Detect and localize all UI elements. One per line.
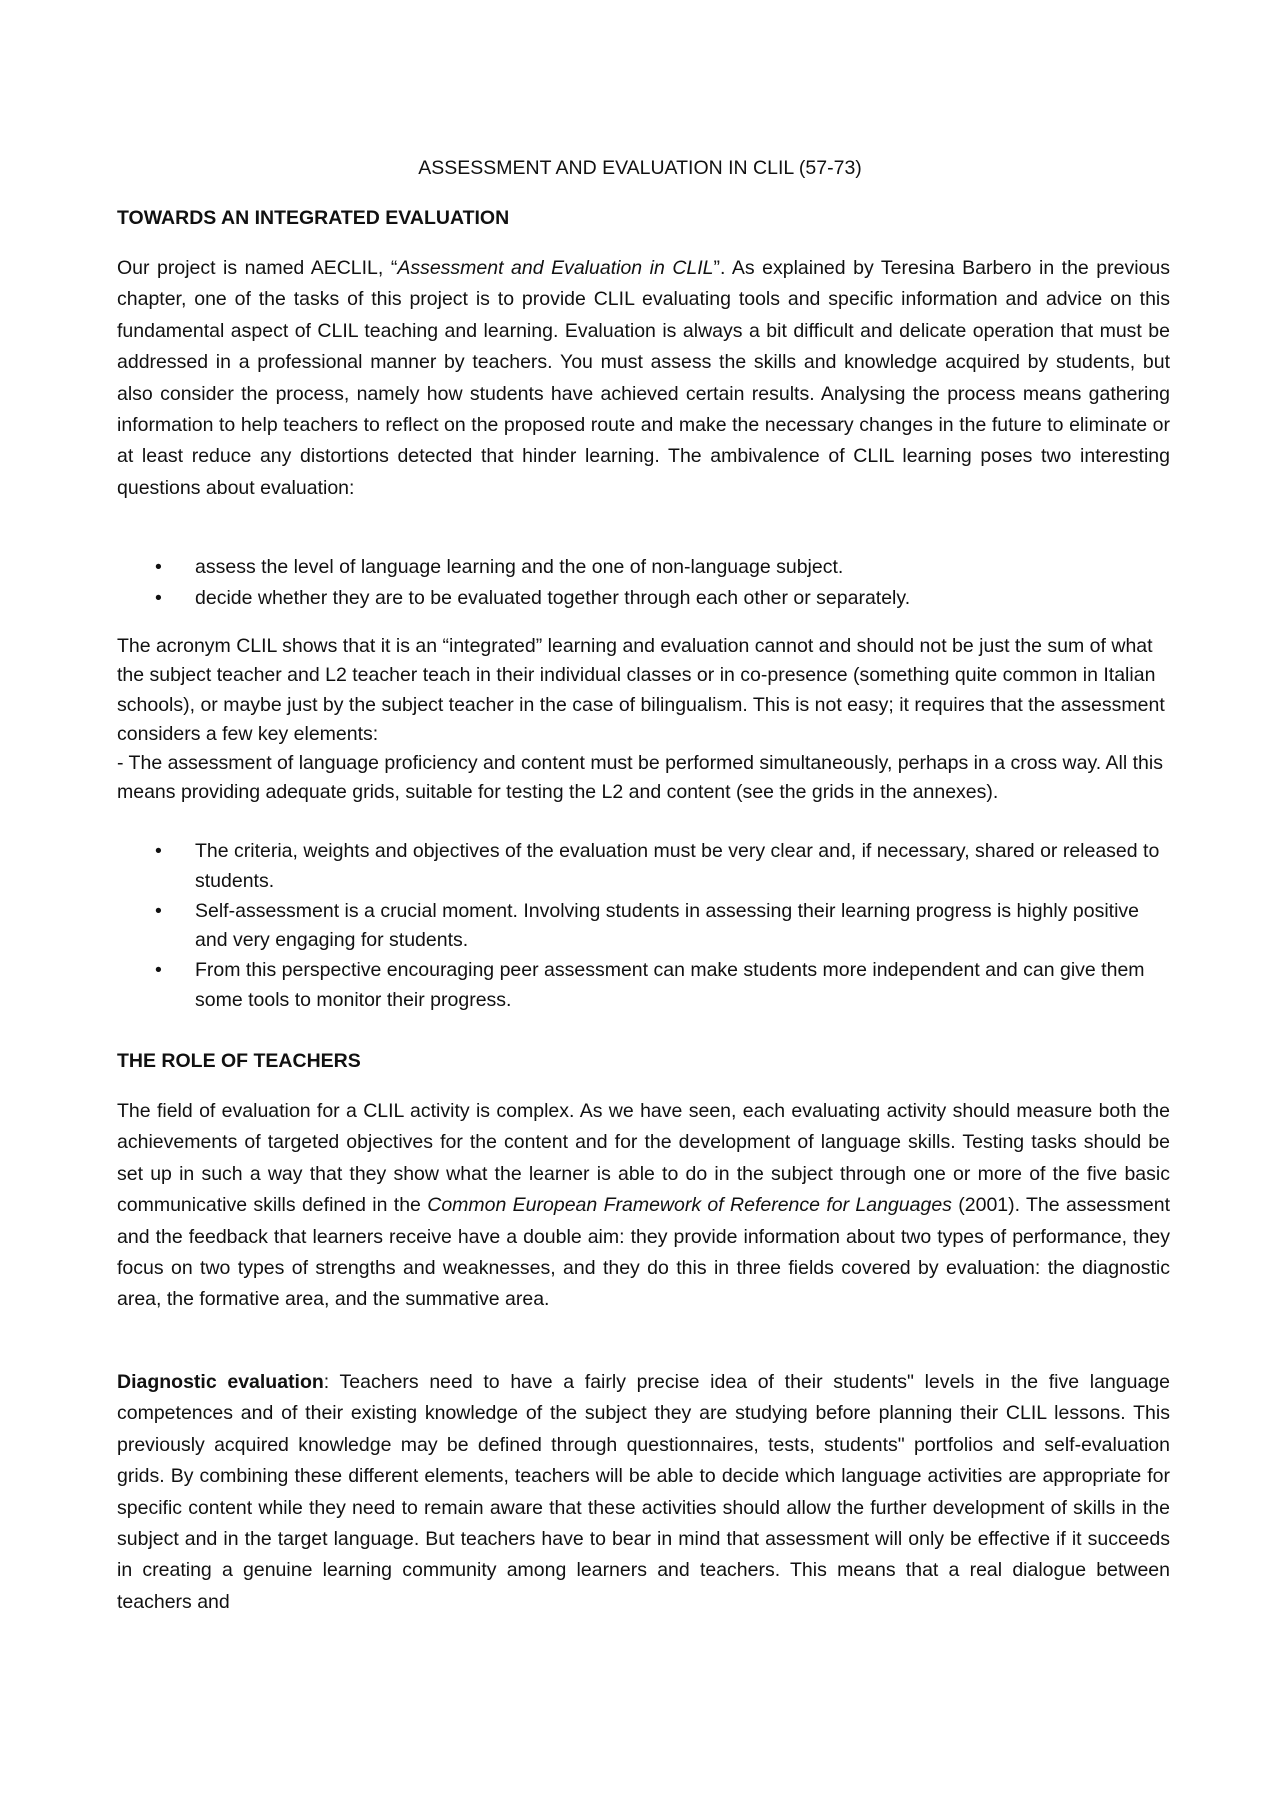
list-item (117, 897, 1170, 957)
bullet-icon: • (155, 587, 162, 609)
acronym-text: The acronym CLIL shows that it is an “integrated” learning and evaluation cannot and should not be just the sum of what the subject teacher and L2 teacher teach in their individual classes or in co-presence (something quite common in Italian schools), or maybe just by the subject teacher in the case of bilingualism. This is not easy; it requires that the assessment considers a few key elements: (117, 635, 1165, 745)
list-item (117, 837, 1170, 897)
dash-item-text: - The assessment of language proficiency and content must be performed simultaneously, perhaps in a cross way. All this means providing adequate grids, suitable for testing the L2 and content (see the grids in the annexes). (117, 752, 1163, 804)
role-paragraph (117, 1096, 1170, 1316)
diagnostic-paragraph (117, 1367, 1170, 1618)
list-item-text: decide whether they are to be evaluated together through each other or separately. (195, 587, 911, 609)
intro-paragraph (117, 253, 1170, 504)
list-item (117, 552, 1170, 583)
intro-text-start: Our project is named AECLIL, “ (117, 257, 398, 279)
acronym-paragraph (117, 632, 1170, 808)
list-item-text: The criteria, weights and objectives of the evaluation must be very clear and, if necessary, shared or released to students. (195, 840, 1160, 892)
section-heading-role-of-teachers: THE ROLE OF TEACHERS (117, 1050, 361, 1072)
diagnostic-label: Diagnostic evaluation (117, 1371, 324, 1393)
bullet-icon: • (155, 899, 162, 922)
key-elements-list (117, 837, 1170, 1016)
evaluation-questions-list (117, 552, 1170, 614)
list-item (117, 583, 1170, 614)
intro-text-rest: ”. As explained by Teresina Barbero in the previous chapter, one of the tasks of this project is to provide CLIL evaluating tools and specific information and advice on this fundamental aspect of CLIL teaching and learning. Evaluation is always a bit difficult and delicate operation that must be addressed in a professional manner by teachers. You must assess the skills and knowledge acquired by students, but also consider the process, namely how students have achieved certain results. Analysing the process means gathering information to help teachers to reflect on the proposed route and make the necessary changes in the future to eliminate or at least reduce any distortions detected that hinder learning. The ambivalence of CLIL learning poses two interesting questions about evaluation: (117, 257, 1170, 499)
diagnostic-text: : Teachers need to have a fairly precise idea of their students" levels in the five language competences and of their existing knowledge of the subject they are studying before planning their CLIL lessons. This previously acquired knowledge may be defined through questionnaires, tests, students" portfolios and self-evaluation grids. By combining these different elements, teachers will be able to decide which language activities are appropriate for specific content while they need to remain aware that these activities should allow the further development of skills in the subject and in the target language. But teachers have to bear in mind that assessment will only be effective if it succeeds in creating a genuine learning community among learners and teachers. This means that a real dialogue between teachers and (117, 1371, 1170, 1613)
role-text-rest: (2001). The assessment and the feedback that learners receive have a double aim: they provide information about two types of performance, they focus on two types of strengths and weaknesses, and they do this in three fields covered by evaluation: the diagnostic area, the formative area, and the summative area. (117, 1194, 1170, 1311)
bullet-icon: • (155, 840, 162, 862)
bullet-icon: • (155, 556, 162, 578)
list-item-text: assess the level of language learning and the one of non-language subject. (195, 556, 844, 578)
list-item-text: From this perspective encouraging peer assessment can make students more independent and can give them some tools to monitor their progress. (195, 959, 1145, 1011)
role-text-start: The field of evaluation for a CLIL activity is complex. As we have seen, each evaluating activity should measure both the achievements of targeted objectives for the content and for the development of language skills. Testing tasks should be set up in such a way that they show what the learner is able to do in the subject through one or more of the five basic communicative skills defined in the (117, 1100, 1170, 1217)
list-item-text: Self-assessment is a crucial moment. Involving students in assessing their learning progress is highly positive and very engaging for students. (195, 899, 1140, 952)
list-item (117, 956, 1170, 1016)
project-name-italic: Assessment and Evaluation in CLIL (397, 257, 714, 279)
bullet-icon: • (155, 959, 162, 982)
framework-title-italic: Common European Framework of Reference for Languages (427, 1194, 952, 1217)
section-heading-integrated-evaluation: TOWARDS AN INTEGRATED EVALUATION (117, 207, 510, 229)
document-title: ASSESSMENT AND EVALUATION IN CLIL (57-73) (418, 157, 862, 179)
